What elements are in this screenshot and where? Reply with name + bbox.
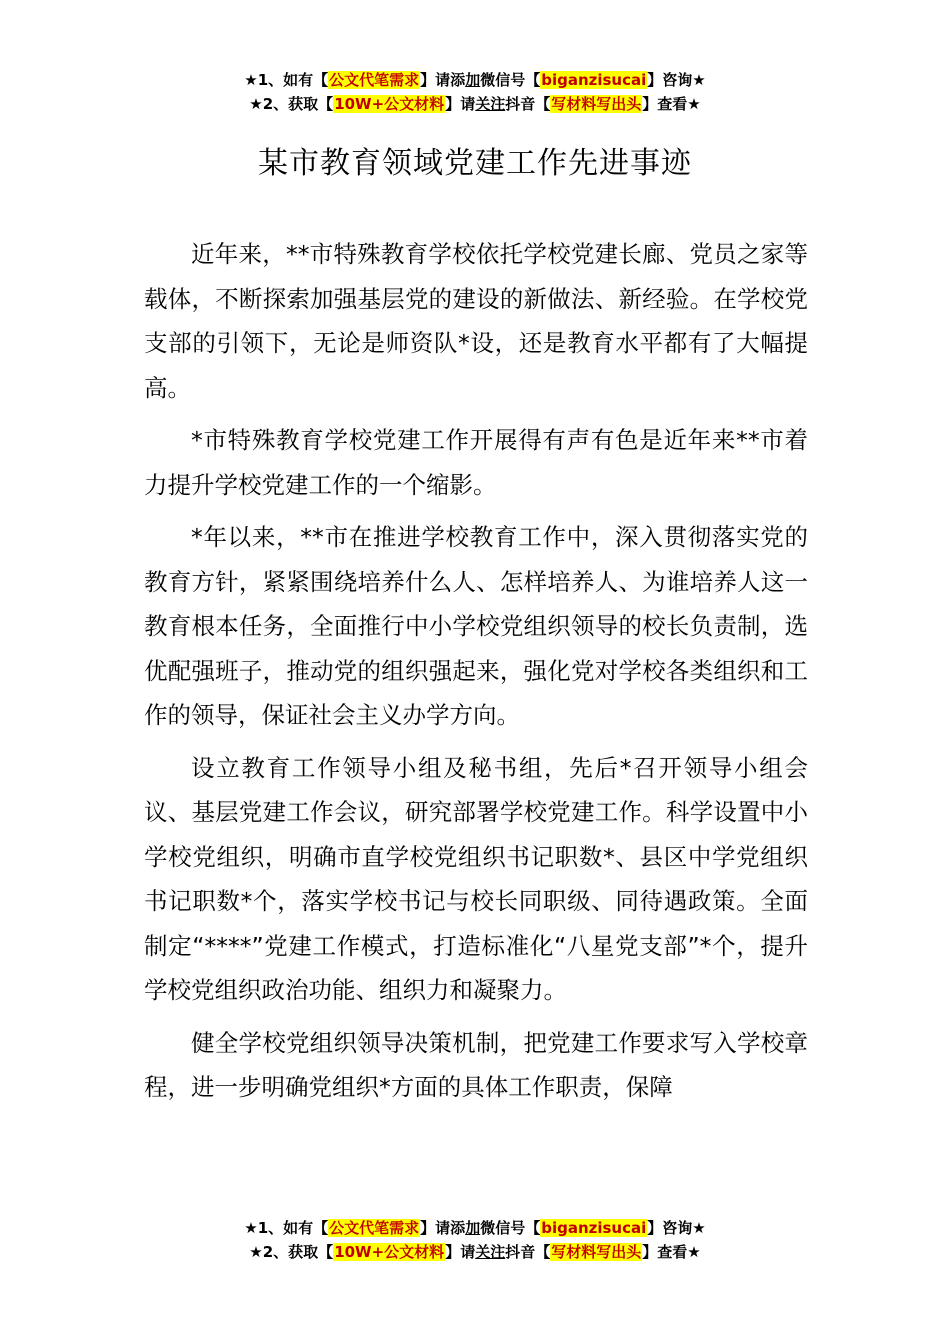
banner-text: 】请: [445, 1243, 476, 1261]
body-paragraph: *市特殊教育学校党建工作开展得有声有色是近年来**市着力提升学校党建工作的一个缩影。: [144, 426, 808, 499]
body-paragraph: 健全学校党组织领导决策机制，把党建工作要求写入学校章程，进一步明确党组织*方面的具体工作职责，保障: [144, 1028, 808, 1101]
body-paragraph: *年以来，**市在推进学校教育工作中，深入贯彻落实党的教育方针，紧紧围绕培养什么人、怎样培养人、为谁培养人这一教育根本任务，全面推行中小学校党组织领导的校长负责制，选优配强班子，推动党的组织强起来，强化党对学校各类组织和工作的领导，保证社会主义办学方向。: [144, 523, 808, 729]
banner-underline: 关注: [475, 1243, 506, 1261]
banner-text: ★1、如有【: [244, 71, 329, 89]
banner-line-2: [0, 1240, 950, 1264]
banner-highlight: biganzisucai: [541, 71, 647, 89]
banner-text: 】咨询★: [647, 71, 706, 89]
header-banner: [0, 68, 950, 116]
body-paragraph: 近年来，**市特殊教育学校依托学校党建长廊、党员之家等载体，不断探索加强基层党的建设的新做法、新经验。在学校党支部的引领下，无论是师资队*设，还是教育水平都有了大幅提高。: [144, 240, 808, 402]
banner-text: 】请: [445, 95, 476, 113]
document-body: [144, 232, 808, 1110]
document-title: 某市教育领域党建工作先进事迹: [258, 146, 692, 182]
banner-underline: 加: [465, 71, 481, 89]
banner-underline: 关注: [475, 95, 506, 113]
banner-highlight: biganzisucai: [541, 1219, 647, 1237]
banner-highlight: 10W+公文材料: [334, 1243, 445, 1261]
banner-text: 抖音【: [505, 1243, 551, 1261]
banner-highlight: 公文代笔需求: [329, 1219, 420, 1237]
banner-text: 】查看★: [642, 1243, 701, 1261]
banner-text: ★1、如有【: [244, 1219, 329, 1237]
banner-text: 】咨询★: [647, 1219, 706, 1237]
body-paragraph: 设立教育工作领导小组及秘书组，先后*召开领导小组会议、基层党建工作会议，研究部署学校党建工作。科学设置中小学校党组织，明确市直学校党组织书记职数*、县区中学党组织书记职数*个，落实学校书记与校长同职级、同待遇政策。全面制定“****”党建工作模式，打造标准化“八星党支部”*个，提升学校党组织政治功能、组织力和凝聚力。: [144, 753, 808, 1004]
banner-line-1: [0, 1216, 950, 1240]
banner-highlight: 写材料写出头: [551, 95, 642, 113]
banner-highlight: 写材料写出头: [551, 1243, 642, 1261]
banner-highlight: 公文代笔需求: [329, 71, 420, 89]
banner-underline: 加: [465, 1219, 481, 1237]
banner-text: 】查看★: [642, 95, 701, 113]
banner-text: 微信号【: [480, 71, 541, 89]
banner-line-2: [0, 92, 950, 116]
banner-text: 】请添: [420, 1219, 466, 1237]
banner-text: 抖音【: [505, 95, 551, 113]
banner-text: 微信号【: [480, 1219, 541, 1237]
banner-text: 】请添: [420, 71, 466, 89]
banner-text: ★2、获取【: [249, 1243, 334, 1261]
footer-banner: [0, 1216, 950, 1264]
banner-text: ★2、获取【: [249, 95, 334, 113]
banner-line-1: [0, 68, 950, 92]
banner-highlight: 10W+公文材料: [334, 95, 445, 113]
